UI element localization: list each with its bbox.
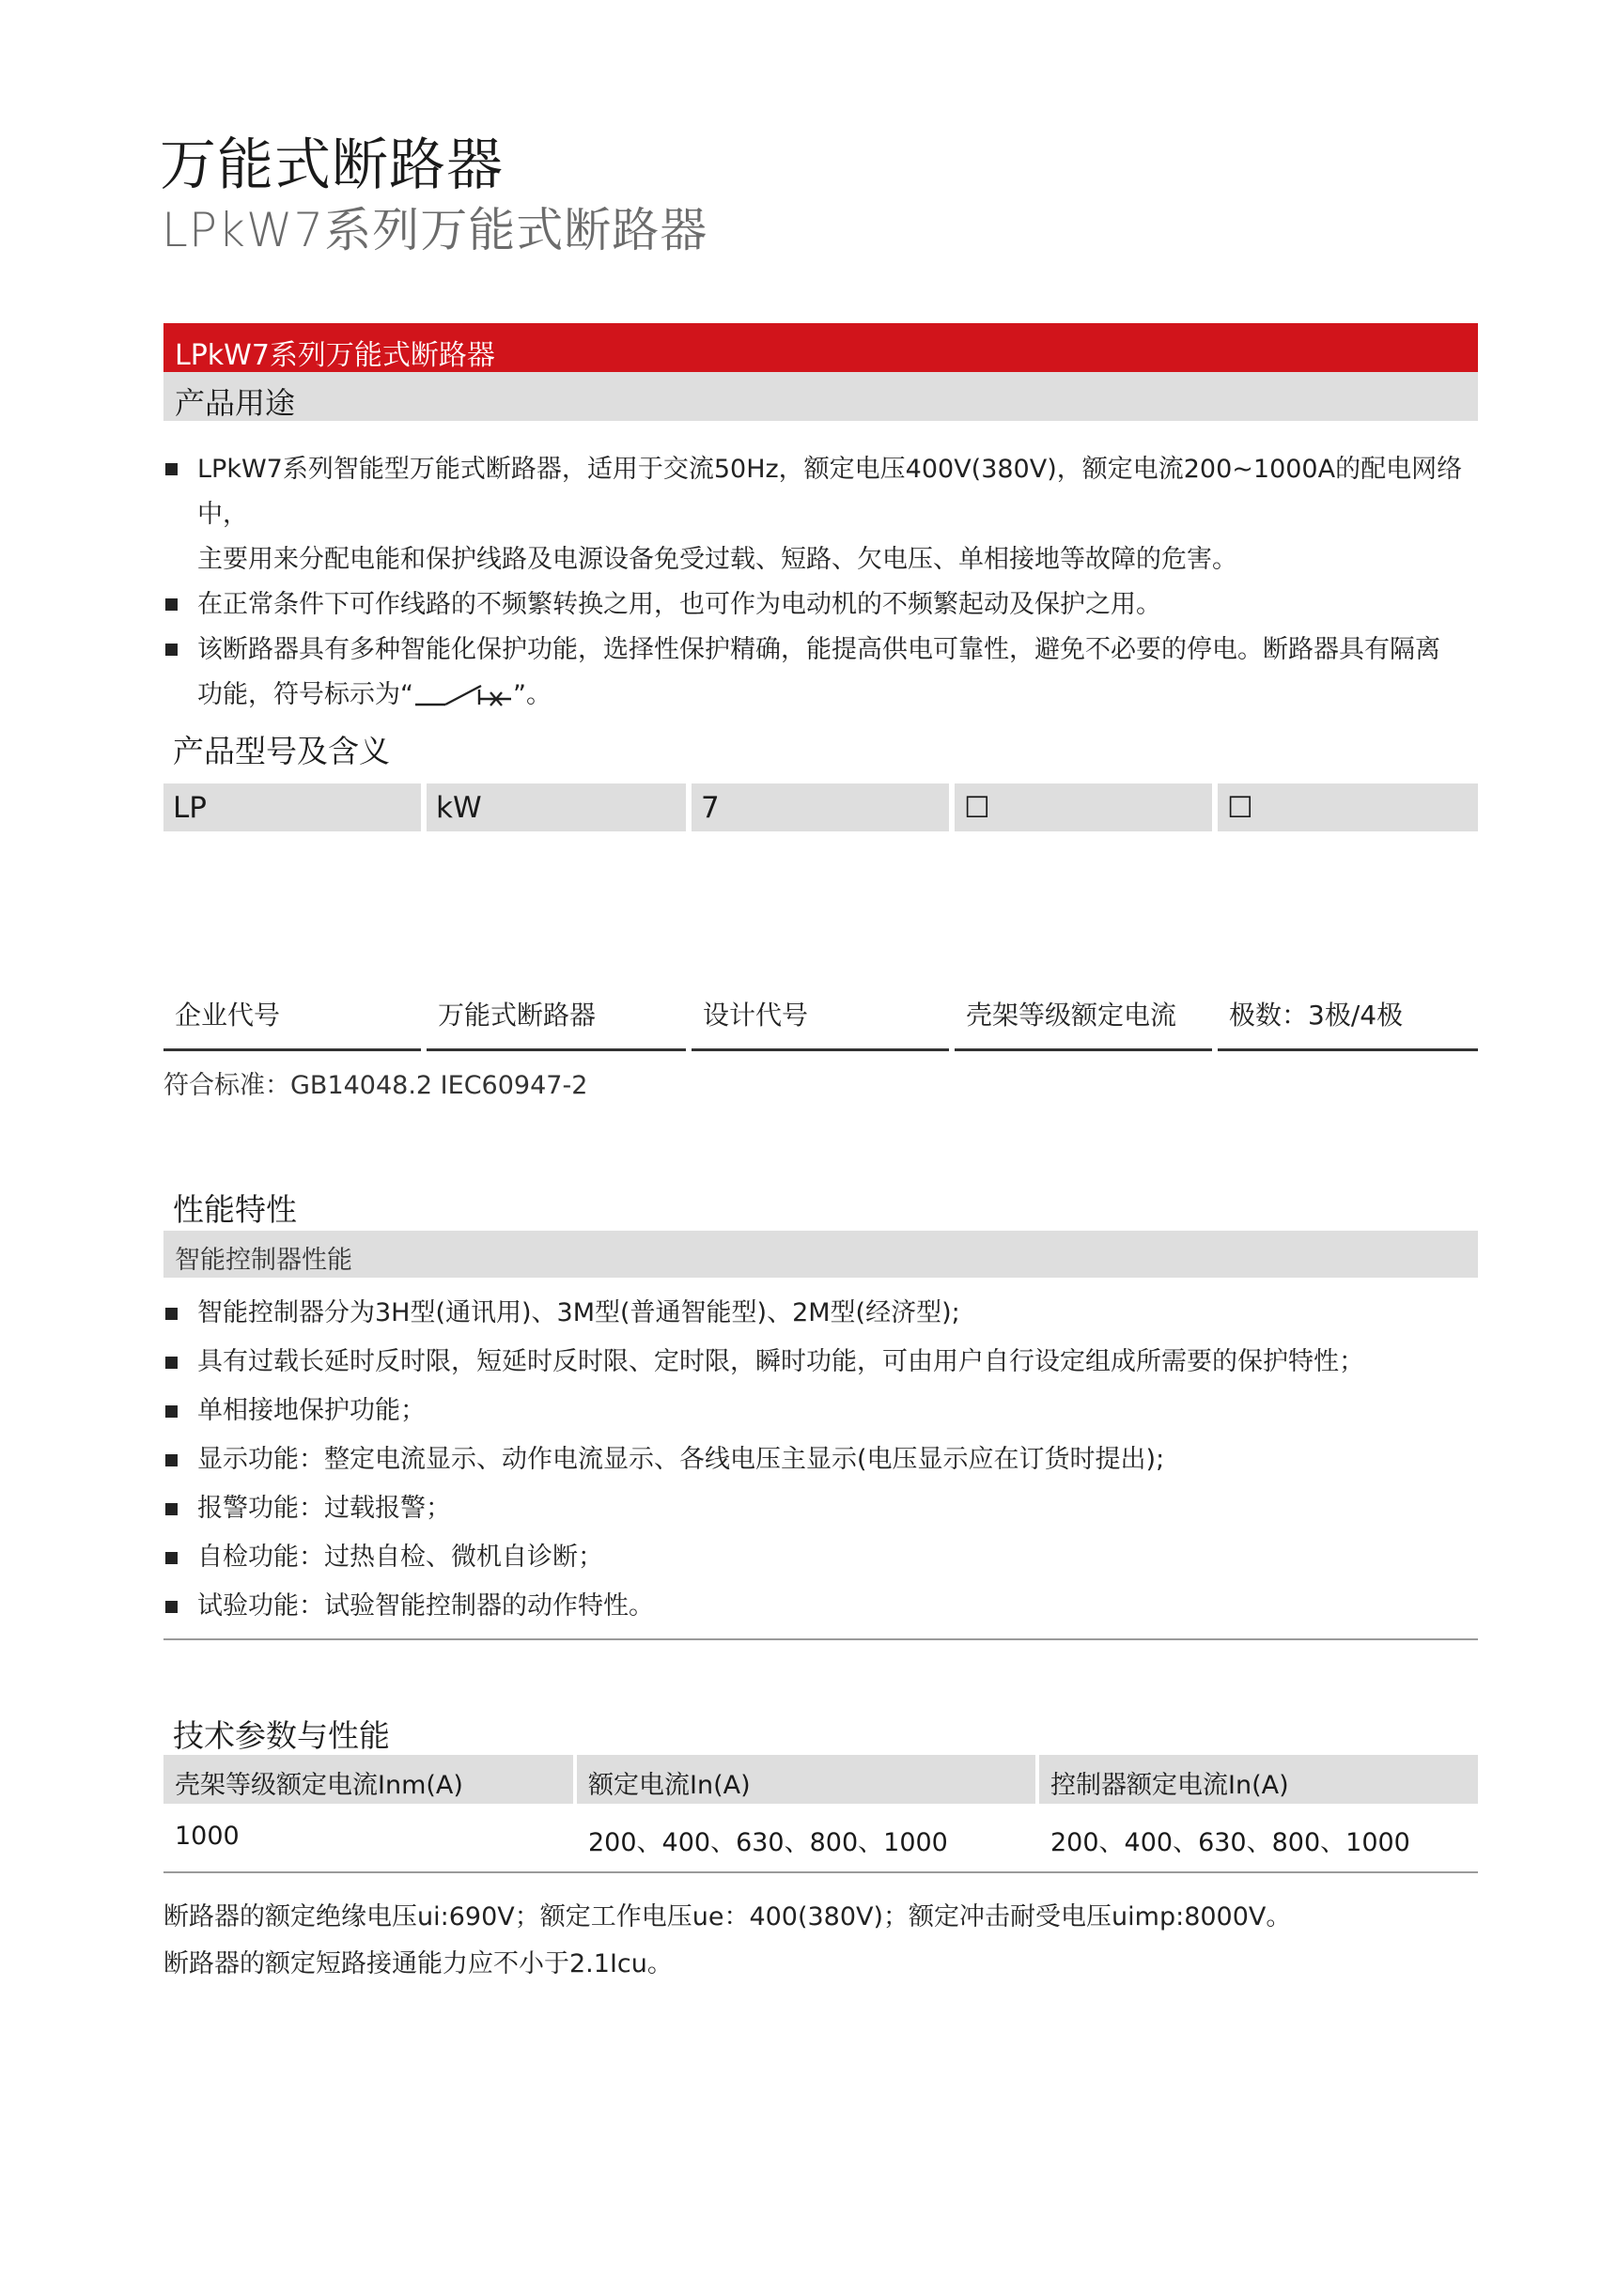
tech-value-frame-current: 1000 [175,1822,240,1851]
tech-heading: 技术参数与性能 [173,1717,390,1754]
usage-item-1-line-2: 主要用来分配电能和保护线路及电源设备免受过载、短路、欠电压、单相接地等故障的危害。 [197,545,1237,574]
tech-header-controller-current [1039,1755,1478,1804]
code-cell-frame-current [955,783,1212,831]
performance-item-1: 智能控制器分为3H型(通讯用)、3M型(普通智能型)、2M型(经济型); [163,1289,1479,1338]
compliance-standard: 符合标准：GB14048.2 IEC60947-2 [163,1071,588,1100]
tech-cell-frame-current [163,1804,573,1871]
isolator-switch-symbol-icon [413,680,513,708]
code-frame-current-placeholder: ☐ [964,791,990,825]
meaning-type: 万能式断路器 [438,1000,597,1031]
meaning-cell-poles [1218,988,1478,1051]
performance-item-5: 报警功能：过载报警； [163,1484,1479,1533]
symbol-lead-text: 功能，符号标示为“ [197,680,413,709]
usage-item-3 [163,628,1488,718]
tech-value-controller-current: 200、400、630、800、1000 [1050,1828,1410,1857]
code-cell-company [163,783,421,831]
tech-note-voltage: 断路器的额定绝缘电压ui:690V；额定工作电压ue：400(380V)；额定冲击耐受电压uimp:8000V。 [163,1902,1292,1931]
tech-header-rated-current [577,1755,1035,1804]
tech-col-rated-current: 额定电流In(A) [588,1771,751,1800]
tech-note-making-capacity: 断路器的额定短路接通能力应不小于2.1Icu。 [163,1949,673,1978]
meaning-design: 设计代号 [703,1000,809,1031]
performance-item-6: 自检功能：过热自检、微机自诊断； [163,1533,1479,1582]
code-design: 7 [701,791,720,825]
usage-heading-band [163,372,1478,421]
code-cell-poles [1218,783,1478,831]
model-heading: 产品型号及含义 [173,733,390,769]
performance-list [163,1289,1479,1631]
section-banner [163,323,1478,372]
usage-item-2: 在正常条件下可作线路的不频繁转换之用，也可作为电动机的不频繁起动及保护之用。 [163,582,1488,628]
code-poles-placeholder: ☐ [1227,791,1253,825]
usage-item-1 [163,447,1488,582]
meaning-cell-company [163,988,421,1051]
performance-item-2: 具有过载长延时反时限，短延时反时限、定时限，瞬时功能，可由用户自行设定组成所需要的保护特性； [163,1338,1479,1387]
symbol-trail-text: ”。 [513,680,552,709]
tech-col-frame-current: 壳架等级额定电流Inm(A) [175,1771,463,1800]
code-type: kW [436,791,482,825]
page-subtitle: LPkW7系列万能式断路器 [162,203,708,257]
meaning-poles: 极数：3极/4极 [1229,1000,1404,1031]
tech-header-frame-current [163,1755,573,1804]
performance-item-4: 显示功能：整定电流显示、动作电流显示、各线电压主显示(电压显示应在订货时提出); [163,1435,1479,1484]
performance-item-3: 单相接地保护功能； [163,1387,1479,1435]
usage-heading: 产品用途 [175,385,296,421]
meaning-cell-type [427,988,686,1051]
tech-cell-controller-current [1039,1804,1478,1871]
code-cell-design [692,783,949,831]
meaning-frame-current: 壳架等级额定电流 [966,1000,1177,1031]
meaning-cell-design [692,988,949,1051]
tech-value-rated-current: 200、400、630、800、1000 [588,1828,948,1857]
usage-section [163,447,1488,718]
section-banner-label: LPkW7系列万能式断路器 [175,339,495,372]
tech-col-controller-current: 控制器额定电流In(A) [1050,1771,1289,1800]
controller-heading: 智能控制器性能 [175,1246,352,1275]
performance-divider [163,1638,1478,1640]
usage-list [163,447,1488,718]
code-company: LP [173,791,207,825]
performance-heading: 性能特性 [173,1191,297,1228]
code-cell-type [427,783,686,831]
controller-heading-band [163,1231,1478,1278]
tech-cell-rated-current [577,1804,1035,1871]
page-title: 万能式断路器 [160,132,504,198]
meaning-company: 企业代号 [175,1000,281,1031]
usage-item-1-line-1: LPkW7系列智能型万能式断路器，适用于交流50Hz，额定电压400V(380V)，额定电流200~1000A的配电网络中， [197,455,1463,529]
tech-table-bottom-rule [163,1871,1478,1873]
usage-item-3-line-1: 该断路器具有多种智能化保护功能，选择性保护精确，能提高供电可靠性，避免不必要的停电。断路器具有隔离 [197,635,1440,664]
performance-section [163,1289,1479,1631]
usage-item-3-line-2 [197,673,1488,718]
performance-item-7: 试验功能：试验智能控制器的动作特性。 [163,1582,1479,1631]
meaning-cell-frame-current [955,988,1212,1051]
